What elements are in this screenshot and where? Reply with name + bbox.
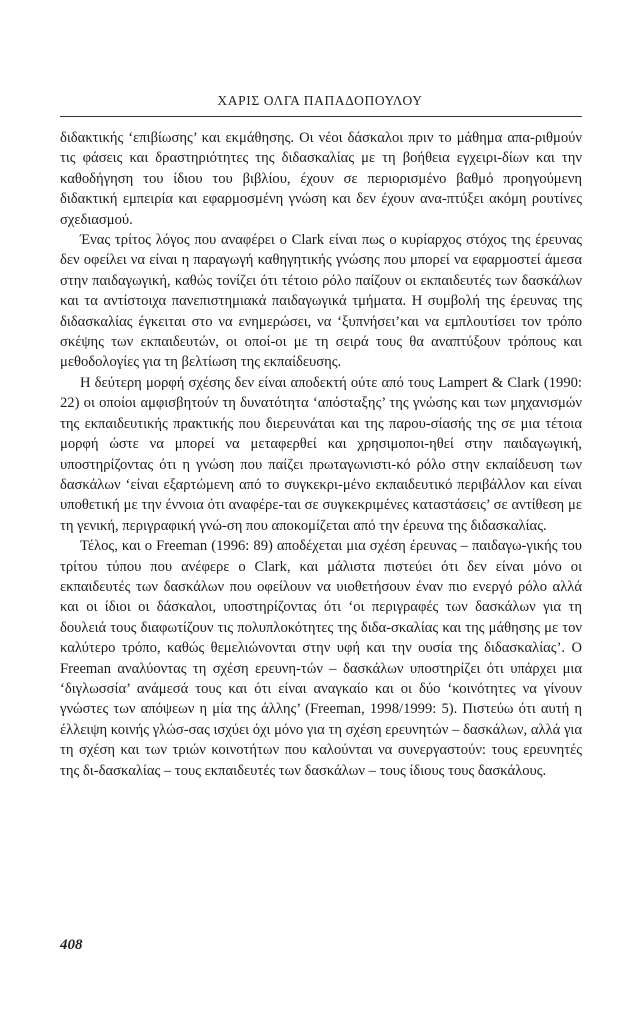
page-number: 408 bbox=[60, 937, 83, 953]
paragraph-continuation: διδακτικής ‘επιβίωσης’ και εκμάθησης. Οι νέοι δάσκαλοι πριν το μάθημα απα-ριθμούν τις φάσεις και δραστηριότητες της διδασκαλίας με τη βοήθεια εγχειρι-δίων και την καθοδήγηση του ίδιου του βιβλίου, έχουν σε περιορισμένο βαθμό προηγούμενη διδακτική εμπειρία και εφαρμοσμένη γνώση και δεν έχουν ανα-πτύξει ακόμη ρουτίνες σχεδιασμού. bbox=[60, 130, 582, 228]
paragraph: Ένας τρίτος λόγος που αναφέρει ο Clark είναι πως ο κυρίαρχος στόχος της έρευνας δεν οφείλει να είναι η παραγωγή καθηγητικής γνώσης που μπορεί να εφαρμοστεί άμεσα στην παιδαγωγική, καθώς τονίζει ότι τέτοιο ρόλο παίζουν οι εκπαιδευτές των δασκάλων και τα αντίστοιχα πανεπιστημιακά παιδαγωγικά τμήματα. Η συμβολή της έρευνας της διδασκαλίας έγκειται στο να ενημερώσει, να ‘ξυπνήσει’και να εμπλουτίσει τον τρόπο σκέψης των εκπαιδευτών, οι οποί-οι με τη σειρά τους θα αναπτύξουν τρόπους και μεθοδολογίες για τη βελτίωση της εκπαίδευσης. bbox=[60, 232, 582, 371]
paragraph: Η δεύτερη μορφή σχέσης δεν είναι αποδεκτή ούτε από τους Lampert & Clark (1990: 22) οι οποίοι αμφισβητούν τη δυνατότητα ‘απόσταξης’ της γνώσης και των μηχανισμών της εκπαιδευτικής πρακτικής που διερευνάται και της παρου-σίασής της σε μια τέτοια μορφή ώστε να μπορεί να μεταφερθεί και χρησιμοποι-ηθεί στην παιδαγωγική, υποστηρίζοντας ότι η γνώση που παίζει πρωταγωνιστι-κό ρόλο στην εκπαίδευση των δασκάλων ‘είναι εξαρτώμενη από το συγκεκρι-μένο εκπαιδευτικό περιβάλλον και είναι υποθετική με την έννοια ότι αναφέρε-ται σε συγκεκριμένες καταστάσεις’ σε αντίθεση με τη γενική, περιγραφική γνώ-ση που αποκομίζεται από την έρευνα της διδασκαλίας. bbox=[60, 374, 582, 534]
running-header: ΧΑΡΙΣ ΟΛΓΑ ΠΑΠΑΔΟΠΟΥΛΟΥ bbox=[217, 93, 423, 108]
header-rule bbox=[60, 116, 582, 117]
body-text bbox=[60, 128, 582, 781]
paragraph: Τέλος, και ο Freeman (1996: 89) αποδέχεται μια σχέση έρευνας – παιδαγω-γικής του τρίτου τύπου που ανέφερε ο Clark, και μάλιστα πιστεύει ότι δεν είναι μόνο οι εκπαιδευτές των δασκάλων που οφείλουν να υιοθετήσουν έναν πιο ενεργό ρόλο αλλά και οι ίδιοι οι δάσκαλοι, υποστηρίζοντας ότι ‘οι περιγραφές των δασκάλων για τη δουλειά τους διαφωτίζουν τις πολυπλοκότητες της διδα-σκαλίας και της μάθησης με τον καλύτερο τρόπο, καθώς θεμελιώνονται στην υφή και την ουσία της διδασκαλίας’. Ο Freeman αναλύοντας τη σχέση ερευνη-τών – δασκάλων υποστηρίζει ότι υπάρχει μια ‘διγλωσσία’ ανάμεσά τους και ότι είναι αναγκαίο και οι δύο ‘κοινότητες να γίνουν γνώστες των απόψεων η μία της άλλης’ (Freeman, 1998/1999: 5). Πιστεύω ότι αυτή η έλλειψη κοινής γλώσ-σας ισχύει όχι μόνο για τη σχέση ερευνητών – δασκάλων, αλλά για τη σχέση και των τριών κοινοτήτων που καλούνται να συνεργαστούν: τους ερευνητές της δι-δασκαλίας – τους εκπαιδευτές των δασκάλων – τους ίδιους τους δασκάλους. bbox=[60, 538, 582, 779]
